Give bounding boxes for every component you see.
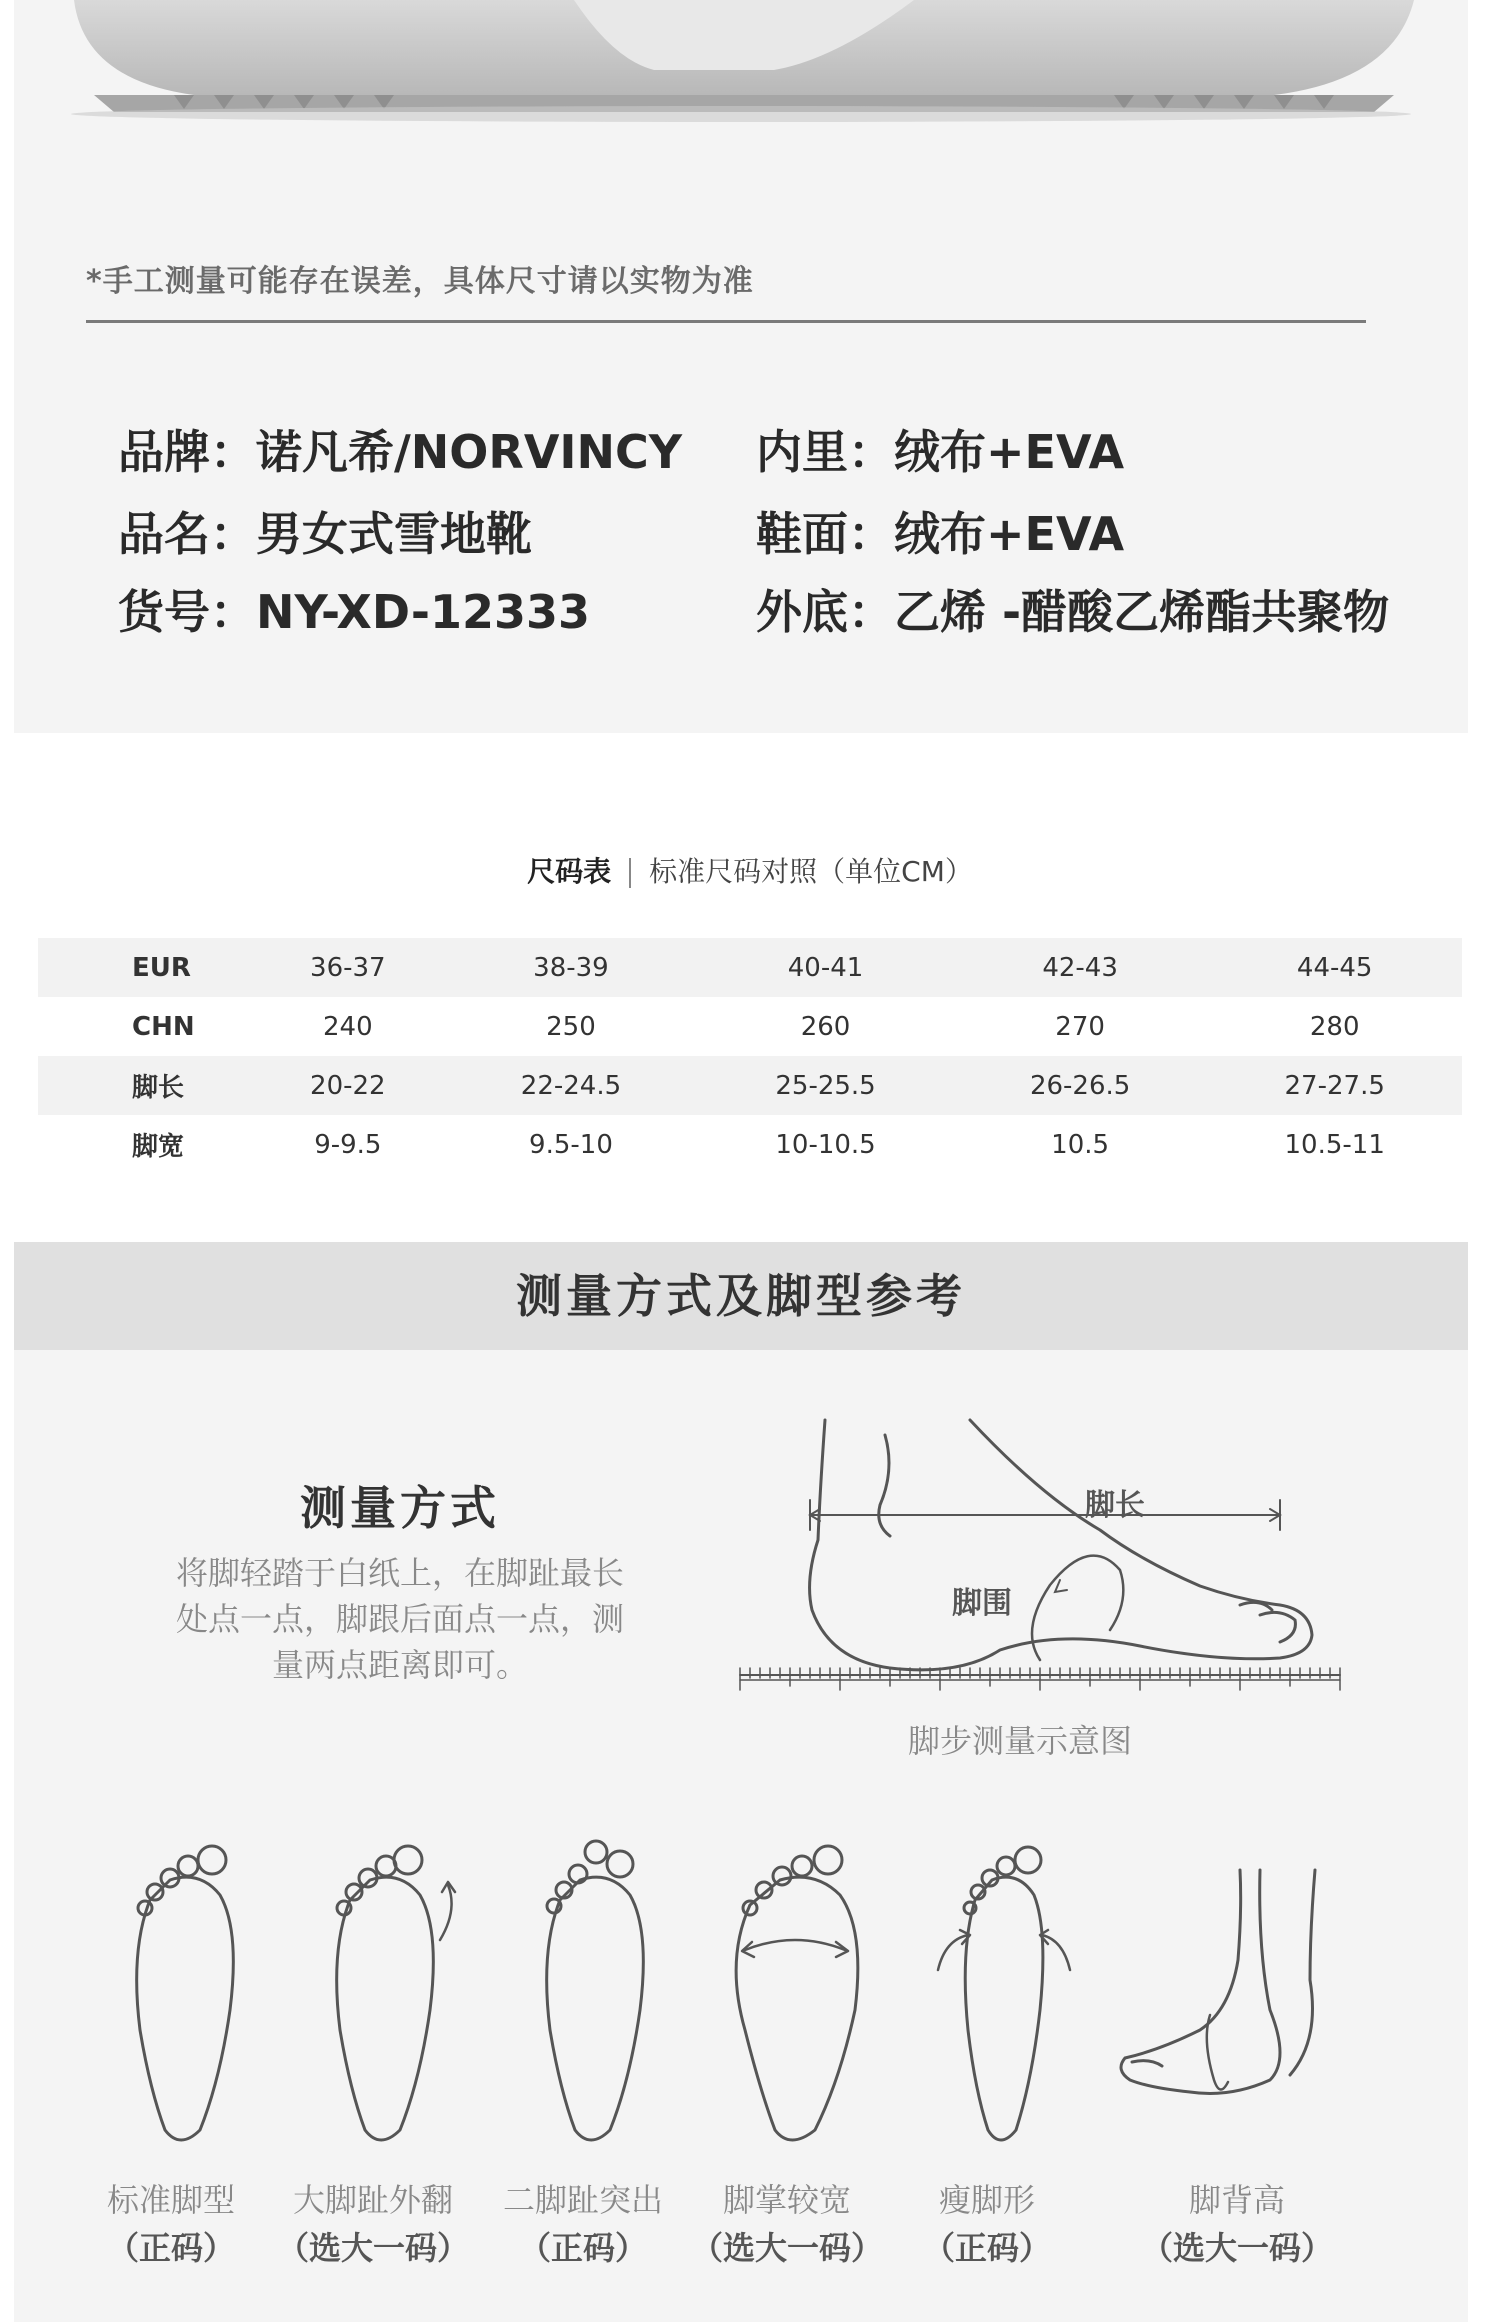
size-cell: 280: [1309, 1011, 1360, 1042]
foot-type-advice: （选大一码）: [1140, 2229, 1333, 2267]
foot-standard-icon: [137, 1846, 234, 2140]
size-cell: 240: [323, 1011, 373, 1042]
method-description: [140, 1550, 660, 1688]
size-cell: 27-27.5: [1207, 1056, 1462, 1115]
size-cell: 20-22: [252, 1056, 444, 1115]
foot-type-label-slim: [882, 2176, 1092, 2272]
foot-type-label-standard: [66, 2176, 276, 2272]
size-cell: 38-39: [444, 938, 699, 997]
size-chart-table: [38, 938, 1462, 1174]
foot-type-advice: （正码）: [518, 2229, 647, 2267]
size-cell: 270: [1055, 1011, 1105, 1042]
size-cell: 25-25.5: [698, 1056, 953, 1115]
foot-slim-icon: [938, 1847, 1070, 2140]
measurement-panel: [14, 1242, 1468, 2322]
foot-type-illustrations: [90, 1830, 1420, 2160]
method-desc-line: 量两点距离即可。: [271, 1646, 528, 1684]
size-cell: 22-24.5: [444, 1056, 699, 1115]
size-cell: 9-9.5: [314, 1129, 382, 1160]
spec-lining-value: 绒布+EVA: [894, 425, 1125, 479]
disclaimer-note: *手工测量可能存在误差，具体尺寸请以实物为准: [86, 264, 754, 299]
shoe-sole-image: [14, 0, 1468, 140]
spec-sku-key: 货号：: [118, 585, 256, 639]
foot-girth-label: 脚围: [952, 1586, 1012, 1621]
size-row-foot-width: [38, 1115, 1462, 1174]
size-cell: 40-41: [698, 938, 953, 997]
foot-measurement-diagram: [720, 1410, 1360, 1700]
foot-type-name: 标准脚型: [106, 2181, 235, 2219]
foot-type-name: 二脚趾突出: [502, 2181, 663, 2219]
size-cell: 26-26.5: [953, 1056, 1208, 1115]
size-cell: 10.5-11: [1284, 1129, 1385, 1160]
spec-sole: [756, 576, 1389, 642]
foot-type-label-second-toe: [478, 2176, 688, 2272]
size-cell: 250: [546, 1011, 596, 1042]
measurement-section-header: 测量方式及脚型参考: [14, 1242, 1468, 1350]
row-label: 脚长: [38, 1056, 252, 1115]
spec-upper-key: 鞋面：: [756, 507, 894, 561]
size-cell: 10.5: [1051, 1129, 1110, 1160]
size-row-chn: [38, 997, 1462, 1056]
row-label: 脚宽: [132, 1132, 185, 1162]
foot-type-label-wide: [682, 2176, 892, 2272]
spec-sku: [118, 576, 590, 642]
foot-type-name: 脚掌较宽: [722, 2181, 851, 2219]
foot-type-advice: （选大一码）: [276, 2229, 469, 2267]
size-cell: 44-45: [1207, 938, 1462, 997]
spec-sole-key: 外底：: [756, 585, 894, 639]
spec-brand: [118, 416, 682, 482]
spec-name-value: 男女式雪地靴: [256, 507, 532, 561]
spec-upper: [756, 498, 1124, 564]
method-title: 测量方式: [300, 1481, 500, 1535]
size-cell: 10-10.5: [775, 1129, 876, 1160]
spec-name: [118, 498, 532, 564]
spec-sole-value: 乙烯 -醋酸乙烯酯共聚物: [894, 585, 1390, 639]
spec-lining: [756, 416, 1124, 482]
size-chart-title-sub: 标准尺码对照（单位CM）: [649, 855, 973, 888]
size-cell: 9.5-10: [529, 1129, 613, 1160]
foot-type-advice: （正码）: [106, 2229, 235, 2267]
diagram-caption: 脚步测量示意图: [908, 1722, 1133, 1760]
foot-type-advice: （正码）: [922, 2229, 1051, 2267]
spec-name-key: 品名：: [118, 507, 256, 561]
foot-type-name: 大脚趾外翻: [292, 2181, 453, 2219]
size-row-eur: [38, 938, 1462, 997]
foot-type-name: 瘦脚形: [938, 2181, 1035, 2219]
spec-brand-key: 品牌：: [118, 425, 256, 479]
spec-sku-value: NY-XD-12333: [256, 585, 591, 639]
size-chart-title: [0, 850, 1500, 890]
size-row-foot-length: [38, 1056, 1462, 1115]
row-label: CHN: [132, 1011, 195, 1042]
foot-length-label: 脚长: [1085, 1488, 1145, 1523]
size-cell: 42-43: [953, 938, 1208, 997]
foot-high-instep-icon: [1121, 1870, 1315, 2094]
spec-upper-value: 绒布+EVA: [894, 507, 1125, 561]
title-separator: [629, 858, 631, 888]
foot-type-label-high-instep: [1132, 2176, 1342, 2272]
size-chart-title-main: 尺码表: [527, 855, 612, 888]
foot-second-toe-icon: [547, 1841, 644, 2140]
size-cell: 36-37: [252, 938, 444, 997]
foot-type-advice: （选大一码）: [690, 2229, 883, 2267]
foot-bunion-icon: [337, 1846, 455, 2140]
method-desc-line: 处点一点，脚跟后面点一点，测: [175, 1600, 624, 1638]
size-cell: 260: [800, 1011, 851, 1042]
foot-type-label-bunion: [268, 2176, 478, 2272]
foot-wide-icon: [736, 1846, 858, 2140]
method-desc-line: 将脚轻踏于白纸上，在脚趾最长: [175, 1554, 624, 1592]
foot-type-name: 脚背高: [1188, 2181, 1285, 2219]
spec-brand-value: 诺凡希/NORVINCY: [256, 425, 683, 479]
row-label: EUR: [38, 938, 252, 997]
spec-lining-key: 内里：: [756, 425, 894, 479]
divider: [86, 320, 1366, 323]
